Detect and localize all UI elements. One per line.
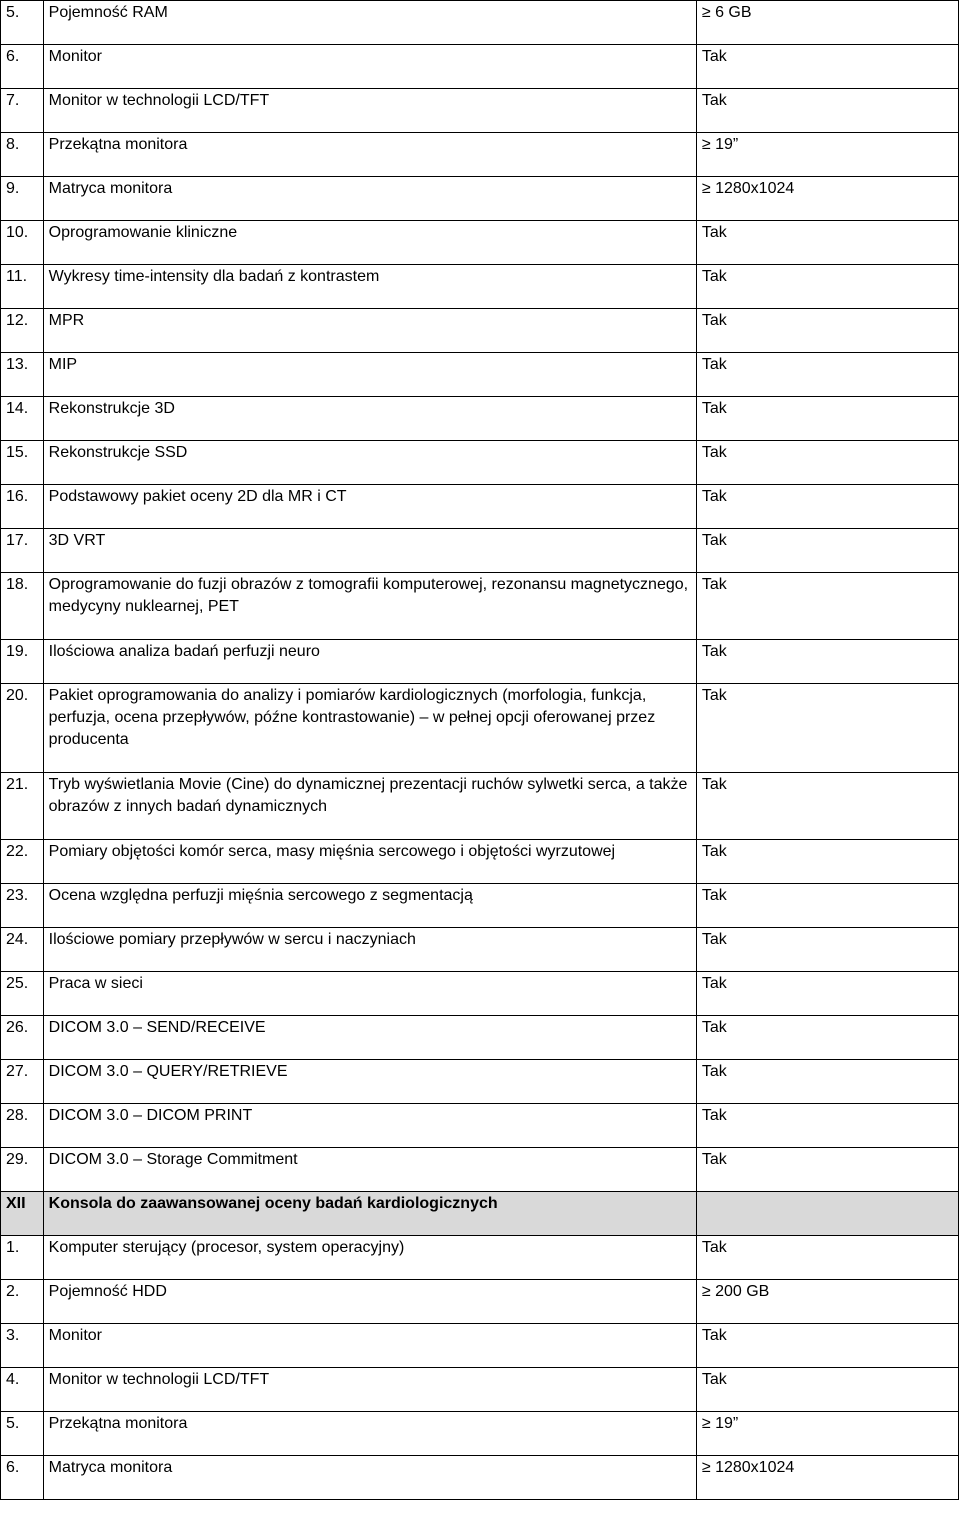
table-row: [1, 640, 959, 684]
row-description: Komputer sterujący (procesor, system operacyjny): [43, 1236, 696, 1280]
table-row: [1, 884, 959, 928]
table-row: [1, 1456, 959, 1500]
row-description: Matryca monitora: [43, 1456, 696, 1500]
section-header-row: [1, 1192, 959, 1236]
row-value: Tak: [696, 1236, 958, 1280]
table-row: [1, 309, 959, 353]
row-number: 5.: [1, 1412, 44, 1456]
row-value: Tak: [696, 884, 958, 928]
table-row: [1, 1324, 959, 1368]
row-number: 14.: [1, 397, 44, 441]
row-number: 27.: [1, 1060, 44, 1104]
row-value: Tak: [696, 529, 958, 573]
table-row: [1, 45, 959, 89]
table-row: [1, 773, 959, 840]
row-description: Pakiet oprogramowania do analizy i pomiarów kardiologicznych (morfologia, funkcja, perfuzja, ocena przepływów, późne kontrastowanie) – w pełnej opcji oferowanej przez producenta: [43, 684, 696, 773]
row-description: Wykresy time-intensity dla badań z kontrastem: [43, 265, 696, 309]
row-value: ≥ 1280x1024: [696, 1456, 958, 1500]
row-value: Tak: [696, 928, 958, 972]
row-number: 16.: [1, 485, 44, 529]
table-row: [1, 221, 959, 265]
table-row: [1, 1148, 959, 1192]
row-number: 13.: [1, 353, 44, 397]
table-row: [1, 353, 959, 397]
row-number: 7.: [1, 89, 44, 133]
row-value: Tak: [696, 1148, 958, 1192]
row-number: 19.: [1, 640, 44, 684]
row-value: Tak: [696, 89, 958, 133]
row-description: Ilościowe pomiary przepływów w sercu i naczyniach: [43, 928, 696, 972]
section-title: Konsola do zaawansowanej oceny badań kardiologicznych: [43, 1192, 696, 1236]
row-number: 10.: [1, 221, 44, 265]
row-value: Tak: [696, 640, 958, 684]
row-number: 21.: [1, 773, 44, 840]
row-description: Pomiary objętości komór serca, masy mięśnia sercowego i objętości wyrzutowej: [43, 840, 696, 884]
row-value: Tak: [696, 1016, 958, 1060]
table-row: [1, 133, 959, 177]
row-value: Tak: [696, 397, 958, 441]
row-value: ≥ 6 GB: [696, 1, 958, 45]
row-description: DICOM 3.0 – SEND/RECEIVE: [43, 1016, 696, 1060]
row-description: Rekonstrukcje 3D: [43, 397, 696, 441]
row-value: Tak: [696, 773, 958, 840]
row-description: 3D VRT: [43, 529, 696, 573]
row-description: Oprogramowanie do fuzji obrazów z tomografii komputerowej, rezonansu magnetycznego, medycyny nuklearnej, PET: [43, 573, 696, 640]
table-row: [1, 1236, 959, 1280]
table-row: [1, 684, 959, 773]
row-number: 25.: [1, 972, 44, 1016]
row-value: Tak: [696, 1104, 958, 1148]
row-value: Tak: [696, 45, 958, 89]
row-description: Ilościowa analiza badań perfuzji neuro: [43, 640, 696, 684]
row-value: Tak: [696, 684, 958, 773]
row-value: Tak: [696, 1060, 958, 1104]
row-number: 23.: [1, 884, 44, 928]
row-value: Tak: [696, 1368, 958, 1412]
row-number: 24.: [1, 928, 44, 972]
row-number: 4.: [1, 1368, 44, 1412]
row-number: 26.: [1, 1016, 44, 1060]
row-number: 6.: [1, 1456, 44, 1500]
row-value: Tak: [696, 309, 958, 353]
row-value: Tak: [696, 573, 958, 640]
row-value: Tak: [696, 840, 958, 884]
row-description: MIP: [43, 353, 696, 397]
row-description: Matryca monitora: [43, 177, 696, 221]
table-row: [1, 573, 959, 640]
row-value: Tak: [696, 441, 958, 485]
row-number: 12.: [1, 309, 44, 353]
table-row: [1, 485, 959, 529]
row-number: 2.: [1, 1280, 44, 1324]
table-row: [1, 1104, 959, 1148]
row-description: MPR: [43, 309, 696, 353]
row-description: Monitor w technologii LCD/TFT: [43, 1368, 696, 1412]
table-row: [1, 928, 959, 972]
table-row: [1, 1280, 959, 1324]
row-number: 17.: [1, 529, 44, 573]
row-number: 22.: [1, 840, 44, 884]
table-row: [1, 972, 959, 1016]
table-row: [1, 1060, 959, 1104]
row-number: 28.: [1, 1104, 44, 1148]
row-description: Tryb wyświetlania Movie (Cine) do dynamicznej prezentacji ruchów sylwetki serca, a także obrazów z innych badań dynamicznych: [43, 773, 696, 840]
row-description: Monitor w technologii LCD/TFT: [43, 89, 696, 133]
row-description: Praca w sieci: [43, 972, 696, 1016]
table-row: [1, 265, 959, 309]
row-value: Tak: [696, 972, 958, 1016]
table-row: [1, 441, 959, 485]
row-description: Ocena względna perfuzji mięśnia sercowego z segmentacją: [43, 884, 696, 928]
row-number: 18.: [1, 573, 44, 640]
row-description: Oprogramowanie kliniczne: [43, 221, 696, 265]
row-number: 11.: [1, 265, 44, 309]
table-row: [1, 89, 959, 133]
row-number: 9.: [1, 177, 44, 221]
row-description: DICOM 3.0 – DICOM PRINT: [43, 1104, 696, 1148]
table-row: [1, 840, 959, 884]
row-number: 8.: [1, 133, 44, 177]
table-row: [1, 177, 959, 221]
row-description: Pojemność RAM: [43, 1, 696, 45]
row-number: 1.: [1, 1236, 44, 1280]
table-row: [1, 397, 959, 441]
row-value: Tak: [696, 1324, 958, 1368]
row-value: Tak: [696, 485, 958, 529]
row-description: DICOM 3.0 – QUERY/RETRIEVE: [43, 1060, 696, 1104]
row-value: ≥ 19”: [696, 1412, 958, 1456]
row-number: 29.: [1, 1148, 44, 1192]
table-row: [1, 1412, 959, 1456]
row-description: Przekątna monitora: [43, 133, 696, 177]
row-description: Rekonstrukcje SSD: [43, 441, 696, 485]
row-description: Pojemność HDD: [43, 1280, 696, 1324]
row-number: 3.: [1, 1324, 44, 1368]
table-row: [1, 529, 959, 573]
row-number: 6.: [1, 45, 44, 89]
row-value: ≥ 200 GB: [696, 1280, 958, 1324]
row-number: 5.: [1, 1, 44, 45]
row-description: Monitor: [43, 45, 696, 89]
row-number: 20.: [1, 684, 44, 773]
row-description: DICOM 3.0 – Storage Commitment: [43, 1148, 696, 1192]
section-value: [696, 1192, 958, 1236]
row-description: Przekątna monitora: [43, 1412, 696, 1456]
table-row: [1, 1, 959, 45]
section-number: XII: [1, 1192, 44, 1236]
row-value: Tak: [696, 353, 958, 397]
row-value: ≥ 1280x1024: [696, 177, 958, 221]
row-value: Tak: [696, 221, 958, 265]
table-row: [1, 1016, 959, 1060]
row-description: Monitor: [43, 1324, 696, 1368]
row-value: Tak: [696, 265, 958, 309]
row-number: 15.: [1, 441, 44, 485]
row-description: Podstawowy pakiet oceny 2D dla MR i CT: [43, 485, 696, 529]
table-row: [1, 1368, 959, 1412]
row-value: ≥ 19”: [696, 133, 958, 177]
